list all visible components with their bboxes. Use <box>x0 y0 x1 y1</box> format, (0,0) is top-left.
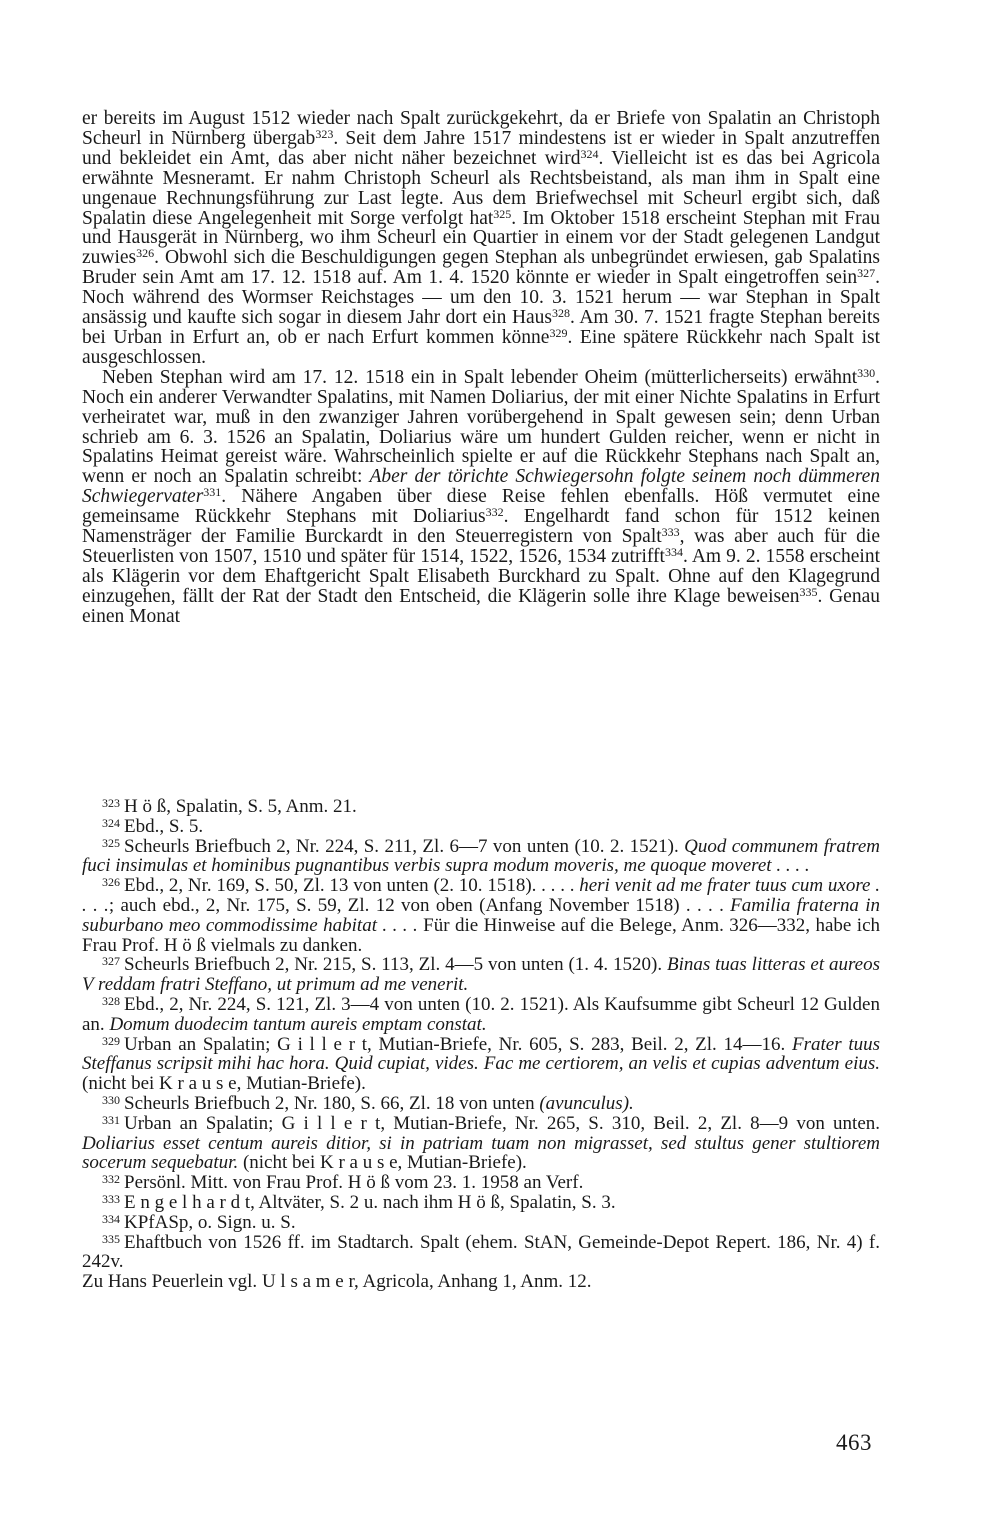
text-run: Ehaftbuch von 1526 ff. im Stadtarch. Spalt (ehem. StAN, Gemeinde-Depot Repert. 186, Nr. 4) f. 242v. <box>82 1231 880 1273</box>
author-name: G i l l e r t <box>281 1112 381 1134</box>
text-run: . Im Oktober 1518 erscheint Stephan mit Frau und Hausgerät in Nürnberg, wo ihm Scheurl ein Quartier in einem vor der Stadt gelegenen Landgut zuwies <box>82 207 880 269</box>
text-run: Ebd., 2, Nr. 224, S. 121, Zl. 3—4 von unten (10. 2. 1521). Als Kaufsumme gibt Scheurl 12 Gulden an. <box>82 993 880 1035</box>
footnote-ref[interactable]: 333 <box>661 525 680 540</box>
paragraph-2 <box>82 365 881 627</box>
text-run: Scheurls Briefbuch 2, Nr. 215, S. 113, Zl. 4—5 von unten (1. 4. 1520). <box>124 954 667 976</box>
text-run: Für die Hinweise auf die Belege, Anm. 326—332, habe ich Frau Prof. <box>82 914 880 956</box>
footnote-number: 324 <box>102 815 120 830</box>
author-name: H ö ß <box>124 796 167 817</box>
quote-italic: Aber der törichte Schwiegersohn folgte seinem noch dümmeren Schwiegervater <box>82 466 881 508</box>
quote-italic: Doliarius esset centum aureis ditior, si in patriam tuam non migrasset, sed stultus gener stultiorem socerum sequebatur. <box>82 1132 880 1174</box>
footnotes <box>82 797 880 1292</box>
footnote-330 <box>82 1094 880 1114</box>
footnote-ref[interactable]: 324 <box>580 146 599 161</box>
footnote-number: 329 <box>102 1033 120 1048</box>
footnote-number: 332 <box>102 1172 120 1187</box>
footnote-ref[interactable]: 329 <box>549 325 568 340</box>
author-name: H ö ß <box>457 1191 501 1213</box>
footnote-324 <box>82 817 880 837</box>
text-run: Persönl. Mitt. von Frau Prof. <box>124 1172 348 1194</box>
footnote-ref[interactable]: 325 <box>493 206 512 221</box>
footnote-325 <box>82 837 880 877</box>
text-run: . Noch ein anderer Verwandter Spalatins, mit Namen Doliarius, der mit einer Nichte Spalatins in Erfurt verheiratet war, muß in den zwanziger Jahren vorübergehend in Spalt gewesen sein; denn Urban schrieb am 6. 3. 1526 an Spalatin, Doliarius wäre um hundert Gulden reicher, wenn er nicht in Spalatins Heimat gereist wäre. Wahrscheinlich spielte er auf die Rückkehr Stephans nach Spalt an, wenn er noch an Spalatin schreibt: <box>82 366 880 488</box>
text-run: . Obwohl sich die Beschuldigungen gegen Stephan als unbegründet erwiesen, gab Spalatins Bruder sein Amt am 17. 12. 1518 auf. Am 1. 4. 1520 könnte er wieder in Spalt eingetroffen sein <box>82 247 880 289</box>
footnote-323 <box>82 797 880 817</box>
text-run: . Seit dem Jahre 1517 mindestens ist er wieder in Spalt anzutreffen und bekleidet ein Amt, das aber nicht näher bezeichnet wird <box>82 127 881 169</box>
text-run: . Am 9. 2. 1558 erscheint als Klägerin vor dem Ehaftgericht Spalt Elisabeth Burckhard zu Spalt. Ohne auf den Klagegrund einzugehen, fällt der Rat der Stadt den Entscheid, die Klägerin solle ihre Klage beweisen <box>82 545 880 607</box>
text-run: , Spalatin, S. 5, Anm. 21. <box>166 796 357 817</box>
text-run: . Eine spätere Rückkehr nach Spalt ist ausgeschlossen. <box>82 326 880 368</box>
text-run: er bereits im August 1512 wieder nach Spalt zurückgekehrt, da er Briefe von Spalatin an Christoph Scheurl in Nürnberg übergab <box>82 108 880 149</box>
footnote-331 <box>82 1114 880 1173</box>
text-run: , Mutian-Briefe, Nr. 265, S. 310, Beil. 2, Zl. 8—9 von unten. <box>380 1112 881 1134</box>
text-run: , Mutian-Briefe). <box>397 1152 527 1174</box>
footnote-number: 325 <box>102 835 120 850</box>
author-name: G i l l e r t <box>277 1033 368 1055</box>
footnote-332 <box>82 1173 880 1193</box>
text-run: Ebd., 2, Nr. 169, S. 50, Zl. 13 von unten (2. 10. 1518). . . . . <box>124 875 580 897</box>
footnote-number: 330 <box>102 1092 120 1107</box>
text-run: . Engelhardt fand schon für 1512 keinen Namensträger der Familie Burckardt in den Steuerregistern von Spalt <box>82 506 880 548</box>
quote-italic: (avunculus). <box>539 1092 634 1114</box>
footnote-number: 323 <box>102 796 120 810</box>
text-run: Scheurls Briefbuch 2, Nr. 180, S. 66, Zl. 18 von unten <box>124 1092 540 1114</box>
text-run: , Agricola, Anhang 1, Anm. 12. <box>354 1271 592 1293</box>
text-run: Ebd., S. 5. <box>124 815 204 837</box>
footnote-328 <box>82 995 880 1035</box>
footnote-ref[interactable]: 331 <box>203 485 222 500</box>
quote-italic: Familia fraterna in suburbano meo commodissime habitat . . . . <box>82 894 881 936</box>
footnote-number: 334 <box>102 1211 120 1226</box>
footnote-335 <box>82 1233 880 1273</box>
text-run: , was aber auch für die Steuerlisten von 1507, 1510 und später für 1514, 1522, 1526, 1534 zutrifft <box>82 526 880 567</box>
quote-italic: Quod communem fratrem fuci insimulas et hominibus pugnantibus verbis supra modum moveris, me quoque moveret . . . . <box>82 835 880 877</box>
text-run: . Nähere Angaben über diese Reise fehlen ebenfalls. Höß vermutet eine gemeinsame Rückkehr Stephans mit Doliarius <box>82 486 880 528</box>
author-name: K r a u s e <box>159 1073 237 1095</box>
text-run: , Mutian-Briefe, Nr. 605, S. 283, Beil. 2, Zl. 14—16. <box>367 1033 792 1055</box>
text-run: , Altväter, S. 2 u. nach ihm <box>250 1191 458 1213</box>
author-name: K r a u s e <box>319 1152 398 1174</box>
text-run: . Noch während des Wormser Reichstages — um den 10. 3. 1521 herum — war Stephan in Spalt ansässig und kaufte sich sogar in diesem Jahr dort ein Haus <box>82 267 880 329</box>
footnote-326 <box>82 876 880 955</box>
footnote-ref[interactable]: 330 <box>857 365 876 380</box>
footnote-number: 335 <box>102 1231 120 1246</box>
text-run: Scheurls Briefbuch 2, Nr. 224, S. 211, Zl. 6—7 von unten (10. 2. 1521). <box>124 835 685 857</box>
footnote-333 <box>82 1193 880 1213</box>
footnote-extra <box>82 1272 880 1292</box>
text-run: . Am 30. 7. 1521 fragte Stephan bereits bei Urban in Erfurt an, ob er nach Erfurt kommen könne <box>82 307 880 348</box>
main-text <box>82 109 880 627</box>
text-run: Urban an Spalatin; <box>124 1112 282 1134</box>
footnote-number: 331 <box>102 1112 120 1127</box>
paragraph-1 <box>82 109 880 368</box>
footnote-327 <box>82 955 880 995</box>
footnote-329 <box>82 1035 880 1094</box>
text-run: Zu Hans Peuerlein vgl. <box>82 1271 262 1293</box>
author-name: U l s a m e r <box>261 1271 355 1293</box>
text-run: , Spalatin, S. 3. <box>500 1191 616 1213</box>
quote-italic: heri venit ad me frater tuus cum uxore . . . . <box>82 875 880 916</box>
text-run: ; auch ebd., 2, Nr. 175, S. 59, Zl. 12 von oben (Anfang November 1518) . . . . <box>108 894 731 916</box>
text-run: Neben Stephan wird am 17. 12. 1518 ein in Spalt lebender Oheim (mütterlicherseits) erwähnt <box>102 366 858 388</box>
author-name: E n g e l h a r d t <box>124 1191 251 1213</box>
text-run: vielmals zu danken. <box>206 934 363 956</box>
footnote-number: 326 <box>102 875 120 890</box>
text-run: . Vielleicht ist es das bei Agricola erwähnte Mesneramt. Er nahm Christoph Scheurl als Rechtsbeistand, als man ihm in Spalt eine ungenaue Rechnungsführung zur Last legte. Aus dem Briefwechsel mit Scheurl ergibt sich, daß Spalatin diese Angelegenheit mit Sorge verfolgt hat <box>82 147 880 229</box>
footnote-number: 327 <box>102 954 120 969</box>
footnote-number: 333 <box>102 1191 120 1206</box>
author-name: H ö ß <box>347 1172 391 1194</box>
footnote-ref[interactable]: 328 <box>552 306 571 321</box>
quote-italic: Domum duodecim tantum aureis emptam constat. <box>109 1013 487 1035</box>
text-run: (nicht bei <box>82 1073 160 1095</box>
quote-italic: Binas tuas litteras et aureos V reddam fratri Steffano, ut primum ad me venerit. <box>82 954 880 996</box>
text-run: (nicht bei <box>238 1152 320 1174</box>
page-number: 463 <box>836 1430 872 1455</box>
quote-italic: Frater tuus Steffanus scripsit mihi hac hora. Quid cupiat, vides. Fac me certiorem, an velis et cupias adventum eius. <box>82 1033 880 1075</box>
footnote-334 <box>82 1213 880 1233</box>
footnote-ref[interactable]: 334 <box>664 544 683 559</box>
text-run: Urban an Spalatin; <box>124 1033 278 1055</box>
text-run: . Genau einen Monat <box>82 585 880 627</box>
footnote-ref[interactable]: 327 <box>857 266 876 281</box>
text-run: KPfASp, o. Sign. u. S. <box>124 1211 296 1233</box>
footnote-ref[interactable]: 326 <box>136 246 155 261</box>
footnote-ref[interactable]: 335 <box>799 584 818 599</box>
footnote-ref[interactable]: 332 <box>485 505 504 520</box>
author-name: H ö ß <box>163 934 207 956</box>
footnote-number: 328 <box>102 993 120 1008</box>
text-run: vom 23. 1. 1958 an Verf. <box>390 1172 584 1194</box>
text-run: , Mutian-Briefe). <box>236 1073 366 1095</box>
footnote-ref[interactable]: 323 <box>315 126 334 141</box>
